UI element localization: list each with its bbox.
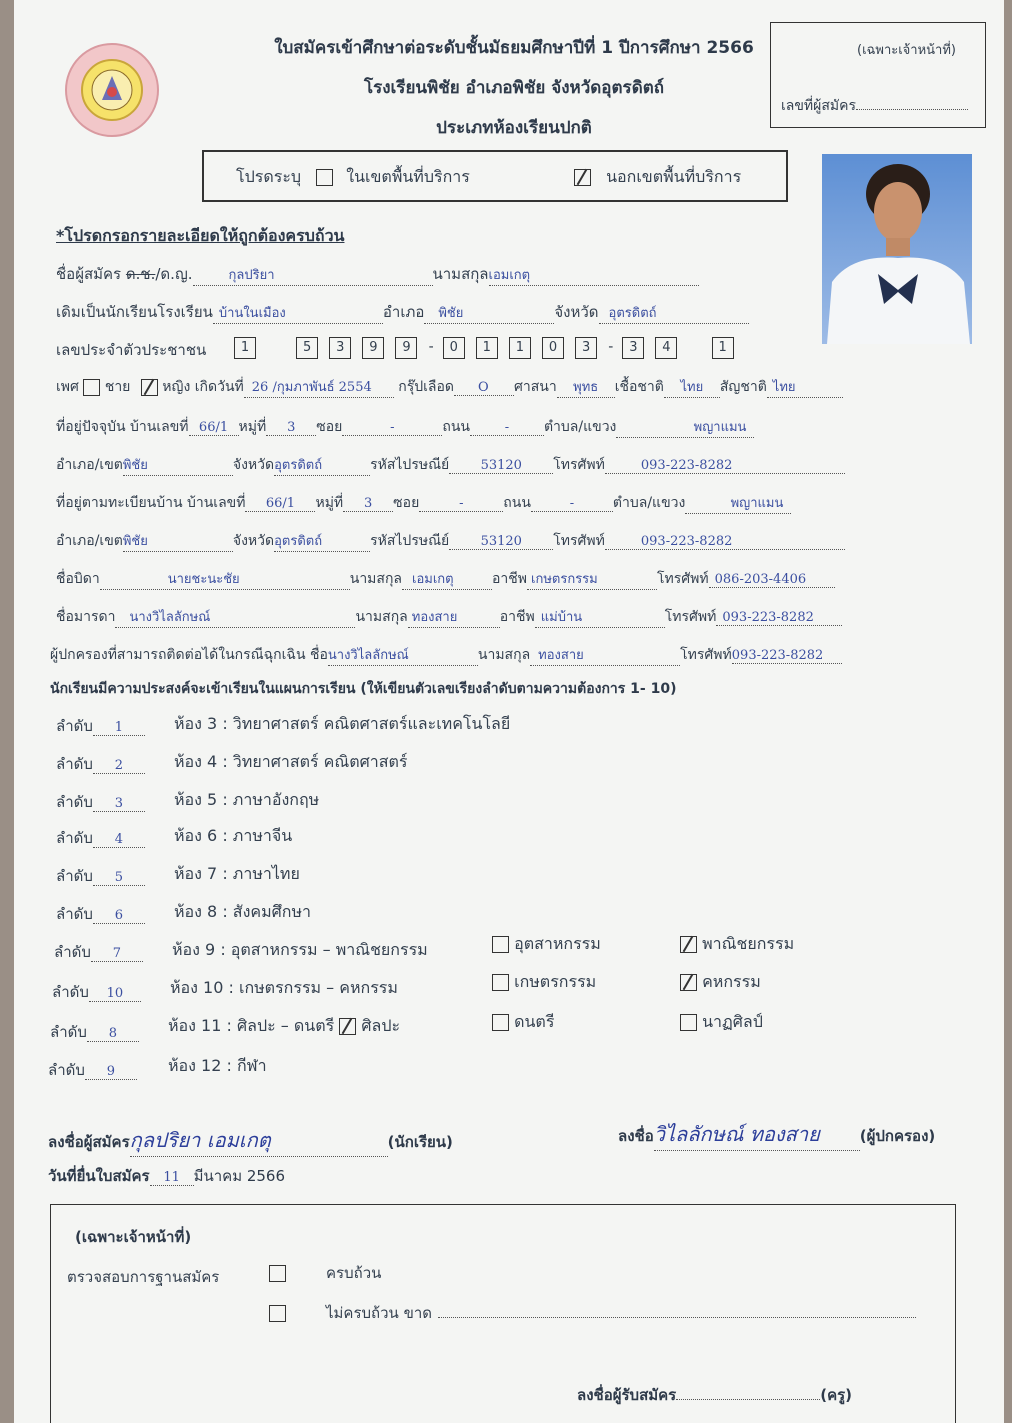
teacher-label: (ครู) xyxy=(820,1386,853,1404)
current-address-row xyxy=(56,416,754,438)
plan-row xyxy=(56,902,145,926)
student-portrait-icon xyxy=(822,154,972,344)
nationality-label: สัญชาติ xyxy=(719,379,767,395)
option-checkbox[interactable] xyxy=(492,936,509,953)
current-house-field[interactable]: 66/1 xyxy=(189,420,239,436)
rank-label: ลำดับ xyxy=(56,829,93,847)
plan-room: ห้อง 12 : กีฬา xyxy=(168,1056,267,1075)
instruction-text: *โปรดกรอกรายละเอียดให้ถูกต้องครบถ้วน xyxy=(56,226,345,245)
office-check-label: ตรวจสอบการฐานสมัคร xyxy=(67,1268,220,1286)
plan-room: ห้อง 9 : อุตสาหกรรม – พาณิชยกรรม xyxy=(172,940,428,959)
religion-label: ศาสนา xyxy=(513,379,557,395)
id-digit: 3 xyxy=(622,337,644,359)
postal-label: รหัสไปรษณีย์ xyxy=(370,457,450,473)
current-phone-field[interactable]: 093-223-8282 xyxy=(605,458,845,474)
rank-label: ลำดับ xyxy=(56,793,93,811)
rank-field[interactable]: 8 xyxy=(87,1026,139,1042)
prev-school-label: เดิมเป็นนักเรียนโรงเรียน xyxy=(56,303,213,321)
area-row xyxy=(236,165,470,190)
out-area-label: นอกเขตพื้นที่บริการ xyxy=(606,167,742,186)
receiver-label: ลงชื่อผู้รับสมัคร xyxy=(577,1386,677,1404)
phone-label: โทรศัพท์ xyxy=(553,457,605,473)
mother-phone-field[interactable]: 093-223-8282 xyxy=(716,610,842,626)
current-soi-field[interactable]: - xyxy=(342,420,442,436)
registered-phone-field[interactable]: 093-223-8282 xyxy=(605,534,845,550)
office-section xyxy=(50,1204,956,1423)
rank-field[interactable]: 7 xyxy=(91,946,143,962)
school-name: โรงเรียนพิชัย อำเภอพิชัย จังหวัดอุตรดิตถ์ xyxy=(363,78,665,98)
road-label: ถนน xyxy=(442,419,470,435)
plan-heading: นักเรียนมีความประสงค์จะเข้าเรียนในแผนการเรียน (ให้เขียนตัวเลขเรียงลำดับตามความต้องการ 1- 10) xyxy=(50,681,677,697)
office-only-label: (เฉพาะเจ้าหน้าที่) xyxy=(857,43,956,58)
id-number[interactable]: 1 5 3 9 9 - 0 1 1 0 3 - 3 4 1 xyxy=(234,336,740,359)
current-address-row-2 xyxy=(56,454,845,476)
office-applicant-box xyxy=(770,22,986,128)
option-label: อุตสาหกรรม xyxy=(514,934,601,953)
plan-row xyxy=(56,864,145,888)
father-surname-field[interactable]: เอมเกตุ xyxy=(402,568,492,590)
mother-row xyxy=(56,606,842,628)
plan-room: ห้อง 5 : ภาษาอังกฤษ xyxy=(174,790,320,809)
option-checkbox[interactable] xyxy=(492,1014,509,1031)
race-label: เชื้อชาติ xyxy=(614,379,664,395)
blood-label: กรุ๊ปเลือด xyxy=(398,379,454,395)
birth-label: เกิดวันที่ xyxy=(194,379,244,395)
rank-field[interactable]: 3 xyxy=(93,796,145,812)
id-digit: 3 xyxy=(575,337,597,359)
guardian-name-field[interactable]: นางวิไลลักษณ์ xyxy=(328,644,478,666)
tambon-label: ตำบล/แขวง xyxy=(543,419,617,435)
registered-address-label: ที่อยู่ตามทะเบียนบ้าน บ้านเลขที่ xyxy=(56,495,246,511)
phone-label: โทรศัพท์ xyxy=(553,533,605,549)
tambon-label: ตำบล/แขวง xyxy=(612,495,686,511)
id-digit: 3 xyxy=(329,337,351,359)
male-label: ชาย xyxy=(104,379,131,395)
surname-label: นามสกุล xyxy=(355,609,408,625)
father-occupation-field[interactable]: เกษตรกรรม xyxy=(527,568,657,590)
complete-checkbox[interactable] xyxy=(269,1265,286,1282)
current-province-field[interactable]: อุตรดิตถ์ xyxy=(274,454,370,476)
nationality-field[interactable]: ไทย xyxy=(767,376,843,398)
rank-label: ลำดับ xyxy=(48,1061,85,1079)
phone-label: โทรศัพท์ xyxy=(657,571,709,587)
missing-items-field[interactable] xyxy=(438,1317,916,1318)
option-checkbox[interactable] xyxy=(680,1014,697,1031)
name-row xyxy=(56,262,699,286)
mother-name-field[interactable]: นางวิไลลักษณ์ xyxy=(115,606,355,628)
guardian-signature[interactable]: วิไลลักษณ์ ทองสาย xyxy=(654,1118,860,1151)
prev-school-row xyxy=(56,300,749,324)
id-label: เลขประจำตัวประชาชน xyxy=(56,341,207,359)
incomplete-checkbox[interactable] xyxy=(269,1305,286,1322)
sex-label: เพศ xyxy=(56,379,79,395)
id-digit: 4 xyxy=(655,337,677,359)
rank-field[interactable]: 10 xyxy=(89,986,141,1002)
female-checkbox[interactable] xyxy=(141,379,158,396)
option-label: นาฏศิลป์ xyxy=(702,1012,763,1031)
female-label: หญิง xyxy=(162,379,191,395)
current-moo-field[interactable]: 3 xyxy=(266,420,316,436)
surname-label: นามสกุล xyxy=(477,647,531,663)
rank-label: ลำดับ xyxy=(50,1023,87,1041)
applicant-signature[interactable]: กุลปริยา เอมเกตุ xyxy=(130,1124,388,1157)
plan-row xyxy=(56,826,145,850)
plan-row xyxy=(56,714,145,738)
id-digit: 1 xyxy=(712,337,734,359)
plan-row xyxy=(54,940,143,964)
phone-label: โทรศัพท์ xyxy=(680,647,732,663)
applicant-sign-label: ลงชื่อผู้สมัคร xyxy=(48,1133,130,1151)
school-logo xyxy=(64,42,160,138)
plan-option xyxy=(492,1010,554,1035)
id-digit: 5 xyxy=(296,337,318,359)
office-title: (เฉพาะเจ้าหน้าที่) xyxy=(75,1228,192,1246)
father-phone-field[interactable]: 086-203-4406 xyxy=(709,572,835,588)
id-digit: 9 xyxy=(362,337,384,359)
id-digit: 9 xyxy=(395,337,417,359)
complete-label: ครบถ้วน xyxy=(326,1264,382,1282)
in-area-checkbox[interactable] xyxy=(316,169,333,186)
prefix-girl: /ด.ญ. xyxy=(155,265,193,283)
class-type: ประเภทห้องเรียนปกติ xyxy=(436,118,592,138)
registered-moo-field[interactable]: 3 xyxy=(343,496,393,512)
option-label: ดนตรี xyxy=(514,1012,555,1031)
application-form xyxy=(14,0,1004,1423)
registered-address-row xyxy=(56,492,791,514)
rank-label: ลำดับ xyxy=(54,943,91,961)
plan-room: ห้อง 7 : ภาษาไทย xyxy=(174,864,300,883)
guardian-signature-row xyxy=(618,1118,935,1151)
option-label: คหกรรม xyxy=(702,972,761,991)
male-checkbox[interactable] xyxy=(83,379,100,396)
rank-field[interactable]: 6 xyxy=(93,908,145,924)
province-label: จังหวัด xyxy=(554,303,599,321)
plan-option xyxy=(680,1010,763,1035)
father-name-field[interactable]: นายชะนะชัย xyxy=(100,568,350,590)
birth-date-field[interactable]: 26 /กุมภาพันธ์ 2554 xyxy=(244,376,394,398)
rank-label: ลำดับ xyxy=(56,867,93,885)
rank-field[interactable]: 5 xyxy=(93,870,145,886)
rank-field[interactable]: 1 xyxy=(93,720,145,736)
rank-label: ลำดับ xyxy=(52,983,89,1001)
plan-row xyxy=(48,1058,137,1082)
in-area-label: ในเขตพื้นที่บริการ xyxy=(346,167,470,186)
option-checkbox[interactable] xyxy=(492,974,509,991)
province-label: จังหวัด xyxy=(232,533,275,549)
area-select-box xyxy=(202,150,788,202)
plan-row xyxy=(56,790,145,814)
registered-address-row-2 xyxy=(56,530,845,552)
plan-row xyxy=(50,1020,139,1044)
prev-district-field[interactable]: พิชัย xyxy=(424,302,554,324)
applicant-no-row xyxy=(781,95,968,117)
soi-label: ซอย xyxy=(316,419,343,435)
registered-tambon-field[interactable]: พญาแมน xyxy=(685,492,791,514)
option-checkbox[interactable] xyxy=(680,974,697,991)
soi-label: ซอย xyxy=(393,495,420,511)
moo-label: หมู่ที่ xyxy=(315,495,344,511)
plan-room: ห้อง 11 : ศิลปะ – ดนตรี xyxy=(168,1016,335,1035)
plan-room: ห้อง 3 : วิทยาศาสตร์ คณิตศาสตร์และเทคโนโลยี xyxy=(174,714,511,733)
id-row xyxy=(56,338,206,362)
surname-label: นามสกุล xyxy=(432,265,489,283)
current-postal-field[interactable]: 53120 xyxy=(449,458,553,474)
rank-field[interactable]: 4 xyxy=(93,832,145,848)
id-digit: 1 xyxy=(476,337,498,359)
student-label: (นักเรียน) xyxy=(387,1133,453,1151)
id-digit: 1 xyxy=(509,337,531,359)
mother-occupation-field[interactable]: แม่บ้าน xyxy=(535,606,665,628)
registered-house-field[interactable]: 66/1 xyxy=(245,496,315,512)
form-title: ใบสมัครเข้าศึกษาต่อระดับชั้นมัธยมศึกษาปีที่ 1 ปีการศึกษา 2566 xyxy=(274,38,754,58)
first-name-field[interactable]: กุลปริยา xyxy=(193,264,433,286)
mother-label: ชื่อมารดา xyxy=(56,609,116,625)
plan-room: ห้อง 8 : สังคมศึกษา xyxy=(174,902,311,921)
incomplete-option xyxy=(269,1301,916,1325)
date-month-year: มีนาคม 2566 xyxy=(193,1167,286,1185)
id-digit: 0 xyxy=(542,337,564,359)
name-label: ชื่อผู้สมัคร xyxy=(56,265,122,283)
rank-field[interactable]: 2 xyxy=(93,758,145,774)
registered-province-field[interactable]: อุตรดิตถ์ xyxy=(274,530,370,552)
receiver-field[interactable] xyxy=(676,1399,820,1400)
plan-room-with-option xyxy=(168,1014,400,1039)
rank-field[interactable]: 9 xyxy=(85,1064,137,1080)
surname-field[interactable]: เอมเกตุ xyxy=(489,264,699,286)
plan-option xyxy=(492,970,596,995)
father-row xyxy=(56,568,835,590)
out-area-checkbox[interactable] xyxy=(574,169,591,186)
plan-room: ห้อง 10 : เกษตรกรรม – คหกรรม xyxy=(170,978,398,997)
occupation-label: อาชีพ xyxy=(492,571,528,587)
date-day-field[interactable]: 11 xyxy=(150,1170,194,1186)
guardian-sign-label: ลงชื่อ xyxy=(618,1127,654,1145)
option-label: พาณิชยกรรม xyxy=(702,934,795,953)
option-label: ศิลปะ xyxy=(361,1016,401,1035)
postal-label: รหัสไปรษณีย์ xyxy=(370,533,450,549)
registered-road-field[interactable]: - xyxy=(531,496,613,512)
plan-option xyxy=(680,970,761,995)
id-digit: 1 xyxy=(234,337,256,359)
date-label: วันที่ยื่นใบสมัคร xyxy=(48,1167,150,1185)
prev-school-field[interactable]: บ้านในเมือง xyxy=(213,302,383,324)
area-label: โปรดระบุ xyxy=(236,167,302,186)
phone-label: โทรศัพท์ xyxy=(664,609,717,625)
guardian-role-label: (ผู้ปกครอง) xyxy=(859,1127,936,1145)
plan-room: ห้อง 4 : วิทยาศาสตร์ คณิตศาสตร์ xyxy=(174,752,408,771)
amphoe-label: อำเภอ/เขต xyxy=(56,533,123,549)
rank-label: ลำดับ xyxy=(56,755,93,773)
district-label: อำเภอ xyxy=(382,303,425,321)
submit-date-row xyxy=(48,1164,285,1188)
amphoe-label: อำเภอ/เขต xyxy=(56,457,123,473)
registered-soi-field[interactable]: - xyxy=(419,496,503,512)
guardian-surname-field[interactable]: ทองสาย xyxy=(530,644,680,666)
plan-row xyxy=(52,980,141,1004)
prev-province-field[interactable]: อุตรดิตถ์ xyxy=(599,302,749,324)
prefix-struck: ด.ช. xyxy=(125,265,156,283)
plan-option xyxy=(492,932,601,957)
applicant-no-field[interactable] xyxy=(856,109,968,110)
religion-field[interactable]: พุทธ xyxy=(557,376,615,398)
guardian-phone-field[interactable]: 093-223-8282 xyxy=(732,648,842,664)
guardian-row xyxy=(50,644,842,666)
sex-birth-row xyxy=(56,376,843,398)
current-amphoe-field[interactable]: พิชัย xyxy=(123,454,233,476)
blood-field[interactable]: O xyxy=(454,380,514,396)
plan-option xyxy=(680,932,794,957)
complete-option xyxy=(269,1261,381,1285)
applicant-photo xyxy=(822,154,972,344)
option-label: เกษตรกรรม xyxy=(514,972,597,991)
rank-label: ลำดับ xyxy=(56,717,93,735)
applicant-signature-row xyxy=(48,1124,453,1157)
registered-amphoe-field[interactable]: พิชัย xyxy=(123,530,233,552)
moo-label: หมู่ที่ xyxy=(238,419,267,435)
id-digit: 0 xyxy=(443,337,465,359)
current-tambon-field[interactable]: พญาแมน xyxy=(616,416,754,438)
applicant-no-label: เลขที่ผู้สมัคร xyxy=(781,98,857,114)
guardian-label: ผู้ปกครองที่สามารถติดต่อได้ในกรณีฉุกเฉิน ชื่อ xyxy=(50,647,328,663)
father-label: ชื่อบิดา xyxy=(56,571,100,587)
plan-row xyxy=(56,752,145,776)
current-address-label: ที่อยู่ปัจจุบัน บ้านเลขที่ xyxy=(56,419,189,435)
registered-postal-field[interactable]: 53120 xyxy=(449,534,553,550)
race-field[interactable]: ไทย xyxy=(664,376,720,398)
rank-label: ลำดับ xyxy=(56,905,93,923)
plan-room: ห้อง 6 : ภาษาจีน xyxy=(174,826,293,845)
province-label: จังหวัด xyxy=(232,457,275,473)
surname-label: นามสกุล xyxy=(349,571,403,587)
option-checkbox[interactable] xyxy=(680,936,697,953)
current-road-field[interactable]: - xyxy=(470,420,544,436)
occupation-label: อาชีพ xyxy=(499,609,535,625)
road-label: ถนน xyxy=(503,495,531,511)
option-checkbox[interactable] xyxy=(339,1018,356,1035)
receiver-row xyxy=(577,1383,852,1407)
out-area-row xyxy=(574,165,741,190)
incomplete-label: ไม่ครบถ้วน ขาด xyxy=(326,1304,432,1322)
mother-surname-field[interactable]: ทองสาย xyxy=(408,606,500,628)
